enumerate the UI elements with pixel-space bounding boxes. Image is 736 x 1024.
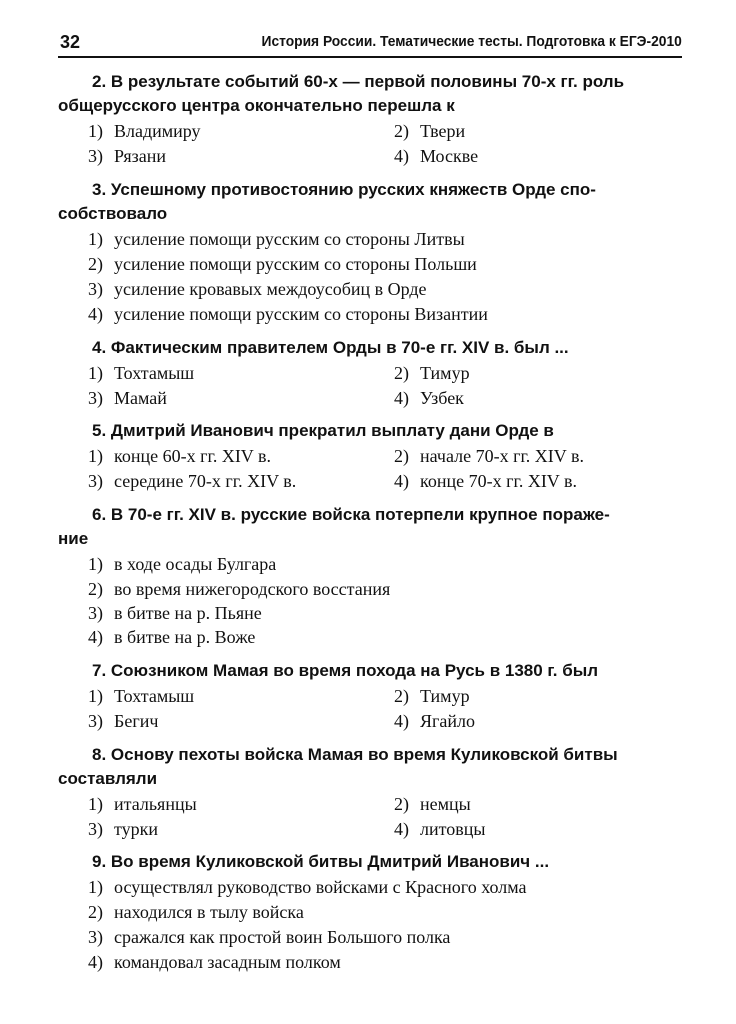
question-9-option-2: 2) находился в тылу войска — [88, 902, 304, 922]
question-6-option-2: 2) во время нижегородского восстания — [88, 579, 391, 599]
question-5-option-1: 1) конце 60-х гг. XIV в. — [88, 446, 271, 466]
question-4-option-1: 1) Тохтамыш — [88, 363, 195, 383]
page-header — [58, 28, 682, 58]
question-7-option-1: 1) Тохтамыш — [88, 686, 195, 706]
running-title: История России. Тематические тесты. Подготовка к ЕГЭ-2010 — [261, 33, 682, 50]
question-4-option-4: 4) Узбек — [394, 388, 464, 408]
question-9-option-3: 3) сражался как простой воин Большого полка — [88, 927, 451, 947]
question-8-option-1: 1) итальянцы — [88, 794, 197, 814]
question-3-option-4: 4) усиление помощи русским со стороны Византии — [88, 304, 488, 324]
question-4-option-2: 2) Тимур — [394, 363, 470, 383]
question-5-option-3: 3) середине 70-х гг. XIV в. — [88, 471, 297, 491]
question-8-option-3: 3) турки — [88, 819, 159, 839]
question-7-option-2: 2) Тимур — [394, 686, 470, 706]
question-2-title-line-1: 2. В результате событий 60-х — первой половины 70-х гг. роль — [92, 72, 625, 91]
question-7-title-line-1: 7. Союзником Мамая во время похода на Русь в 1380 г. был — [92, 661, 599, 680]
question-2-title-line-2: общерусского центра окончательно перешла к — [58, 96, 455, 115]
question-3-option-3: 3) усиление кровавых междоусобиц в Орде — [88, 279, 427, 299]
question-8-title-line-2: составляли — [58, 769, 158, 788]
question-7-option-3: 3) Бегич — [88, 711, 159, 731]
question-9-option-1: 1) осуществлял руководство войсками с Красного холма — [88, 877, 527, 897]
question-3-option-1: 1) усиление помощи русским со стороны Литвы — [88, 229, 465, 249]
question-8-title-line-1: 8. Основу пехоты войска Мамая во время Куликовской битвы — [92, 745, 618, 764]
question-9-option-4: 4) командовал засадным полком — [88, 952, 341, 972]
question-4-option-3: 3) Мамай — [88, 388, 167, 408]
question-9-title-line-1: 9. Во время Куликовской битвы Дмитрий Иванович ... — [92, 852, 550, 871]
question-8-option-4: 4) литовцы — [394, 819, 486, 839]
question-8-option-2: 2) немцы — [394, 794, 471, 814]
question-6-title-line-1: 6. В 70-е гг. XIV в. русские войска потерпели крупное пораже- — [92, 505, 610, 524]
page-number: 32 — [60, 32, 81, 52]
question-2-option-2: 2) Твери — [394, 121, 466, 141]
question-2-option-1: 1) Владимиру — [88, 121, 201, 141]
question-7-option-4: 4) Ягайло — [394, 711, 475, 731]
question-5-option-2: 2) начале 70-х гг. XIV в. — [394, 446, 584, 466]
question-6-option-1: 1) в ходе осады Булгара — [88, 554, 277, 574]
question-5-option-4: 4) конце 70-х гг. XIV в. — [394, 471, 577, 491]
question-2-option-4: 4) Москве — [394, 146, 479, 166]
question-4-title-line-1: 4. Фактическим правителем Орды в 70-е гг. XIV в. был ... — [92, 338, 569, 357]
question-6-title-line-2: ние — [58, 529, 89, 548]
question-5-title-line-1: 5. Дмитрий Иванович прекратил выплату дани Орде в — [92, 421, 554, 440]
question-6-option-4: 4) в битве на р. Воже — [88, 627, 256, 647]
question-6-option-3: 3) в битве на р. Пьяне — [88, 603, 262, 623]
question-3-option-2: 2) усиление помощи русским со стороны Польши — [88, 254, 477, 274]
question-2-option-3: 3) Рязани — [88, 146, 166, 166]
question-3-title-line-1: 3. Успешному противостоянию русских княжеств Орде спо- — [92, 180, 596, 199]
question-3-title-line-2: собствовало — [58, 204, 168, 223]
